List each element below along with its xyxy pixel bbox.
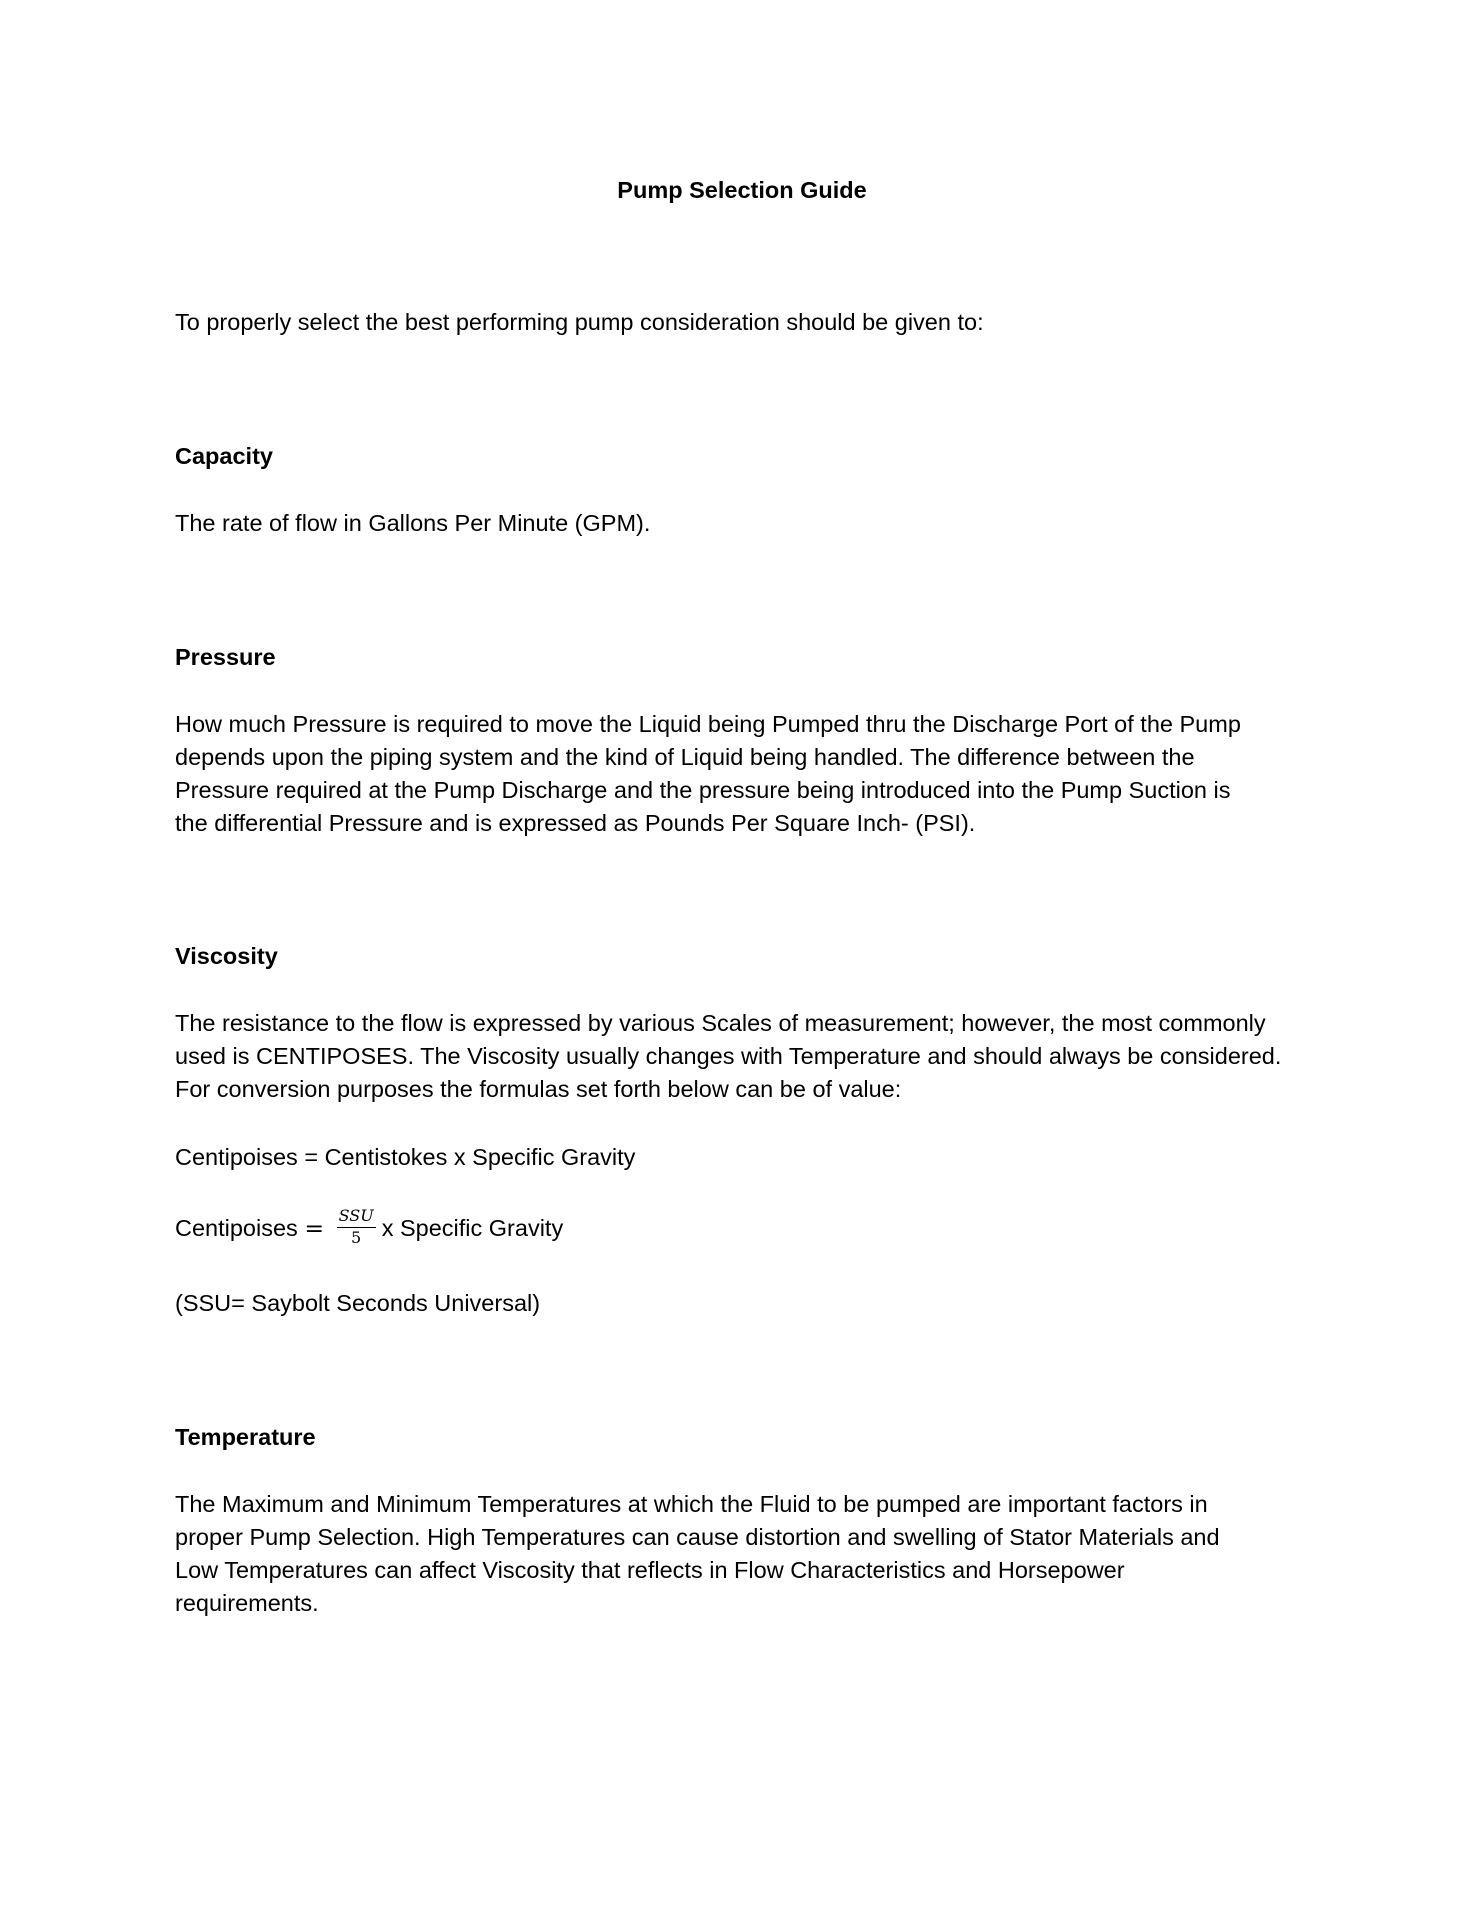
- intro-text: To properly select the best performing pump consideration should be given to:: [175, 309, 984, 335]
- ssu-note: (SSU= Saybolt Seconds Universal): [175, 1290, 541, 1316]
- viscosity-line: used is CENTIPOSES. The Viscosity usually changes with Temperature and should always be considered.: [175, 1043, 1282, 1069]
- fraction: [337, 1207, 376, 1248]
- page-title: Pump Selection Guide: [617, 177, 867, 203]
- temperature-line: The Maximum and Minimum Temperatures at which the Fluid to be pumped are important factors in: [175, 1491, 1208, 1517]
- fraction-denominator: 5: [351, 1228, 362, 1248]
- pressure-line: Pressure required at the Pump Discharge and the pressure being introduced into the Pump Suction is: [175, 777, 1231, 803]
- temperature-paragraph: [175, 1488, 1325, 1620]
- temperature-heading: Temperature: [175, 1424, 316, 1450]
- temperature-line: proper Pump Selection. High Temperatures can cause distortion and swelling of Stator Materials and: [175, 1524, 1220, 1550]
- pressure-line: depends upon the piping system and the kind of Liquid being handled. The difference between the: [175, 744, 1195, 770]
- pressure-line: How much Pressure is required to move the Liquid being Pumped thru the Discharge Port of the Pump: [175, 711, 1241, 737]
- formula-lhs: Centipoises: [175, 1215, 298, 1241]
- temperature-line: requirements.: [175, 1590, 319, 1616]
- equals-sign: =: [304, 1214, 325, 1242]
- temperature-line: Low Temperatures can affect Viscosity that reflects in Flow Characteristics and Horsepower: [175, 1557, 1125, 1583]
- formula-rhs: x Specific Gravity: [381, 1215, 564, 1241]
- viscosity-line: For conversion purposes the formulas set forth below can be of value:: [175, 1076, 902, 1102]
- viscosity-heading: Viscosity: [175, 943, 278, 969]
- formula-ssu: [175, 1203, 1325, 1253]
- viscosity-paragraph: [175, 1007, 1325, 1106]
- pressure-paragraph: [175, 708, 1325, 840]
- pressure-line: the differential Pressure and is expressed as Pounds Per Square Inch- (PSI).: [175, 810, 976, 836]
- formula-centistokes: Centipoises = Centistokes x Specific Gravity: [175, 1144, 636, 1170]
- capacity-text: The rate of flow in Gallons Per Minute (GPM).: [175, 510, 651, 536]
- capacity-heading: Capacity: [175, 443, 273, 469]
- viscosity-line: The resistance to the flow is expressed by various Scales of measurement; however, the most commonly: [175, 1010, 1266, 1036]
- fraction-numerator: SSU: [337, 1207, 376, 1228]
- pressure-heading: Pressure: [175, 644, 276, 670]
